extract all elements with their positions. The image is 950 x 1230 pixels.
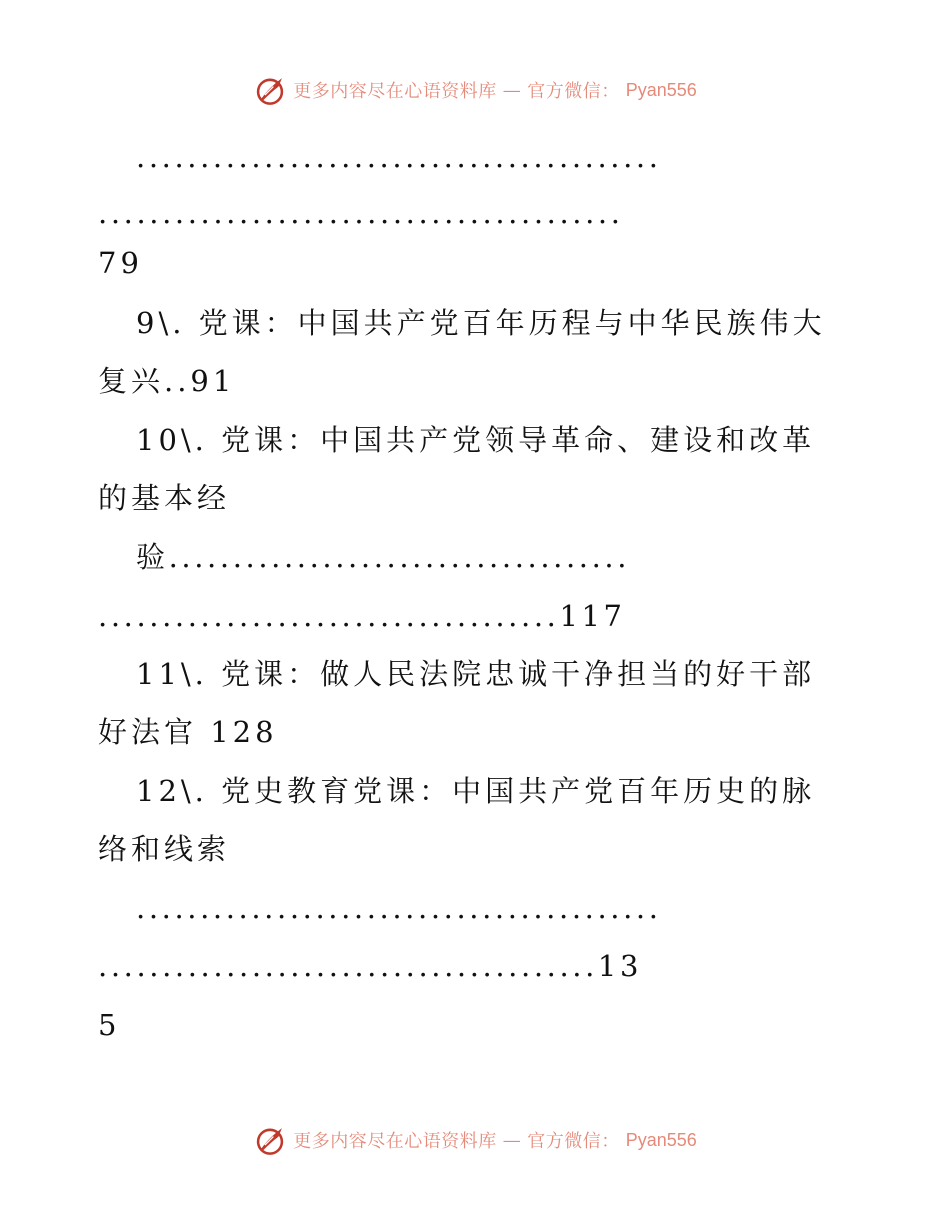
toc-entry-title-cont: 复兴..91 [98, 364, 236, 398]
toc-dot-leader: .......................................13 [98, 949, 643, 983]
footer-watermark [0, 1120, 950, 1160]
toc-page-number: 79 [98, 246, 143, 280]
toc-entry-title: 9\. 党课：中国共产党百年历程与中华民族伟大 [136, 306, 826, 340]
toc-page-number: 5 [98, 1008, 121, 1042]
watermark-main-text: 更多内容尽在心语资料库 [293, 1131, 497, 1152]
toc-entry-title-cont: 的基本经 [98, 481, 231, 515]
toc-entry-title: 12\. 党史教育党课：中国共产党百年历史的脉 [136, 774, 816, 808]
toc-dot-leader: ......................................... [136, 891, 662, 925]
watermark-main-text: 更多内容尽在心语资料库 [293, 81, 497, 102]
toc-dot-leader: ......................................... [98, 196, 624, 230]
watermark-wechat-id: Pyan556 [625, 79, 697, 100]
watermark-wechat-id: Pyan556 [625, 1129, 697, 1150]
toc-entry-title-cont: 络和线索 [98, 832, 231, 866]
watermark-dash: — [502, 79, 522, 101]
quill-logo-icon [253, 1123, 287, 1157]
watermark-dash: — [502, 1129, 522, 1151]
watermark-official-text: 官方微信： [527, 1131, 620, 1152]
toc-dot-leader: 验.................................... [136, 540, 631, 574]
header-watermark [0, 70, 950, 110]
toc-entry-title: 11\. 党课：做人民法院忠诚干净担当的好干部 [136, 657, 816, 691]
toc-dot-leader: ......................................... [136, 140, 662, 174]
toc-dot-leader: ....................................117 [98, 599, 626, 633]
quill-logo-icon [253, 73, 287, 107]
toc-entry-title-cont: 好法官 128 [98, 715, 278, 749]
watermark-official-text: 官方微信： [527, 81, 620, 102]
toc-entry-title: 10\. 党课：中国共产党领导革命、建设和改革 [136, 423, 816, 457]
